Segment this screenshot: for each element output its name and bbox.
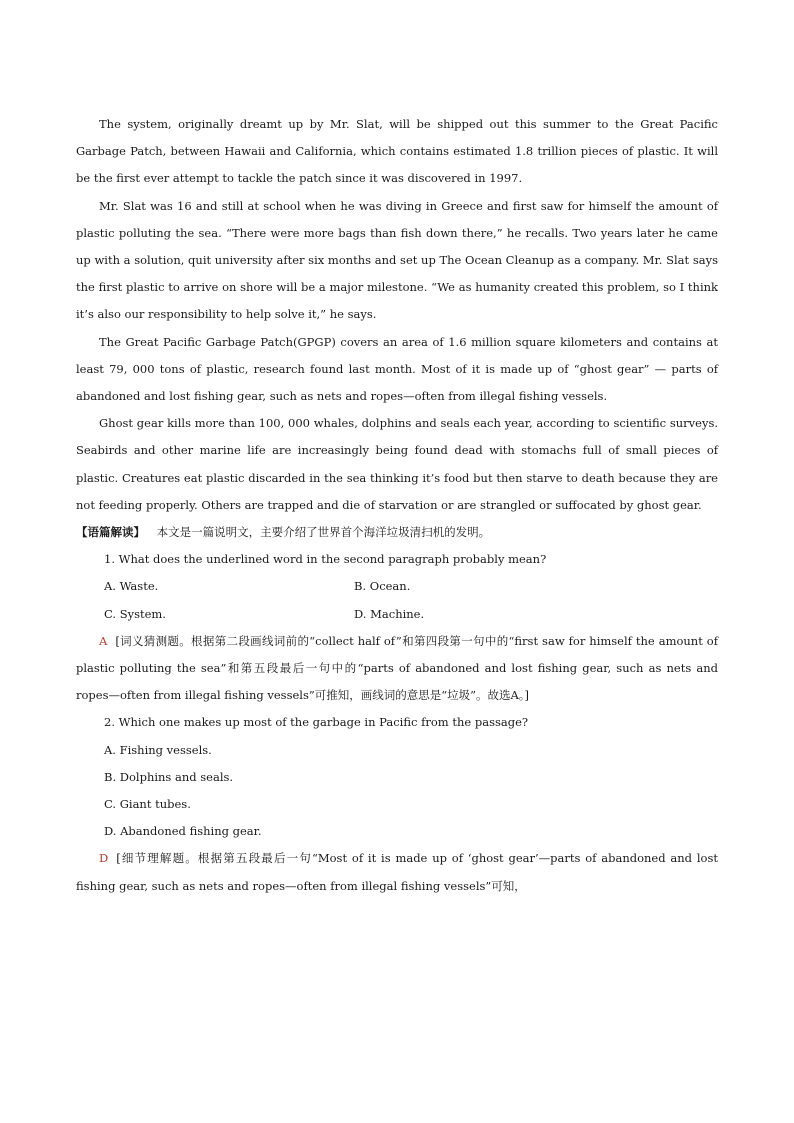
question-2-explanation	[76, 845, 718, 899]
question-1-options	[76, 573, 718, 627]
q2-explanation-text: [细节理解题。根据第五段最后一句“Most of it is made up of ‘ghost gear’—parts of abandoned and lost fishing gear, such as nets and ropes—often from illegal fishing vessels”可知，	[76, 851, 718, 893]
q1-option-b: B. Ocean.	[354, 579, 411, 594]
passage-paragraph-1: The system, originally dreamt up by Mr. Slat, will be shipped out this summer to the Great Pacific Garbage Patch, between Hawaii and California, which contains estimated 1.8 trillion pieces of plastic. It will be the first ever attempt to tackle the patch since it was discovered in 1997.	[76, 117, 718, 186]
q2-option-b: B. Dolphins and seals.	[104, 769, 234, 784]
q1-option-c: C. System.	[104, 606, 166, 621]
q2-option-c: C. Giant tubes.	[104, 797, 191, 812]
passage-paragraph-4: Ghost gear kills more than 100, 000 whales, dolphins and seals each year, according to scientific surveys. Seabirds and other marine life are increasingly being found dead with stomachs full of small pieces of plastic. Creatures eat plastic discarded in the sea thinking it’s food but then starve to death because they are not feeding properly. Others are trapped and die of starvation or are strangled or suffocated by ghost gear.	[76, 416, 718, 512]
analysis-label: 【语篇解读】	[76, 525, 145, 540]
question-1-explanation	[76, 628, 718, 710]
q1-option-a: A. Waste.	[104, 579, 159, 594]
q2-answer: D	[99, 851, 109, 866]
q1-option-d: D. Machine.	[354, 606, 425, 621]
question-2-stem: 2. Which one makes up most of the garbage in Pacific from the passage?	[104, 715, 529, 730]
question-1-stem: 1. What does the underlined word in the second paragraph probably mean?	[104, 552, 547, 567]
q2-option-d: D. Abandoned fishing gear.	[104, 824, 262, 839]
q2-option-a: A. Fishing vessels.	[104, 742, 212, 757]
passage-paragraph-3: The Great Pacific Garbage Patch(GPGP) covers an area of 1.6 million square kilometers and contains at least 79, 000 tons of plastic, research found last month. Most of it is made up of “ghost gear” — parts of abandoned and lost fishing gear, such as nets and ropes—often from illegal fishing vessels.	[76, 334, 718, 404]
q1-answer: A	[99, 633, 108, 648]
document-page	[76, 111, 718, 900]
analysis-line	[76, 519, 718, 546]
analysis-text: 本文是一篇说明文，主要介绍了世界首个海洋垃圾清扫机的发明。	[156, 525, 491, 540]
q1-explanation-text: [词义猜测题。根据第二段画线词前的“collect half of”和第四段第一句中的“first saw for himself the amount of plastic polluting the sea”和第五段最后一句中的“parts of abandoned and lost fishing gear, such as nets and ropes—often from illegal fishing vessels”可推知，画线词的意思是“垃圾”。故选A。]	[76, 633, 718, 703]
passage-paragraph-2: Mr. Slat was 16 and still at school when he was diving in Greece and first saw for himself the amount of plastic polluting the sea. “There were more bags than fish down there,” he recalls. Two years later he came up with a solution, quit university after six months and set up The Ocean Cleanup as a company. Mr. Slat says the first plastic to arrive on shore will be a major milestone. “We as humanity created this problem, so I think it’s also our responsibility to help solve it,” he says.	[76, 198, 718, 322]
